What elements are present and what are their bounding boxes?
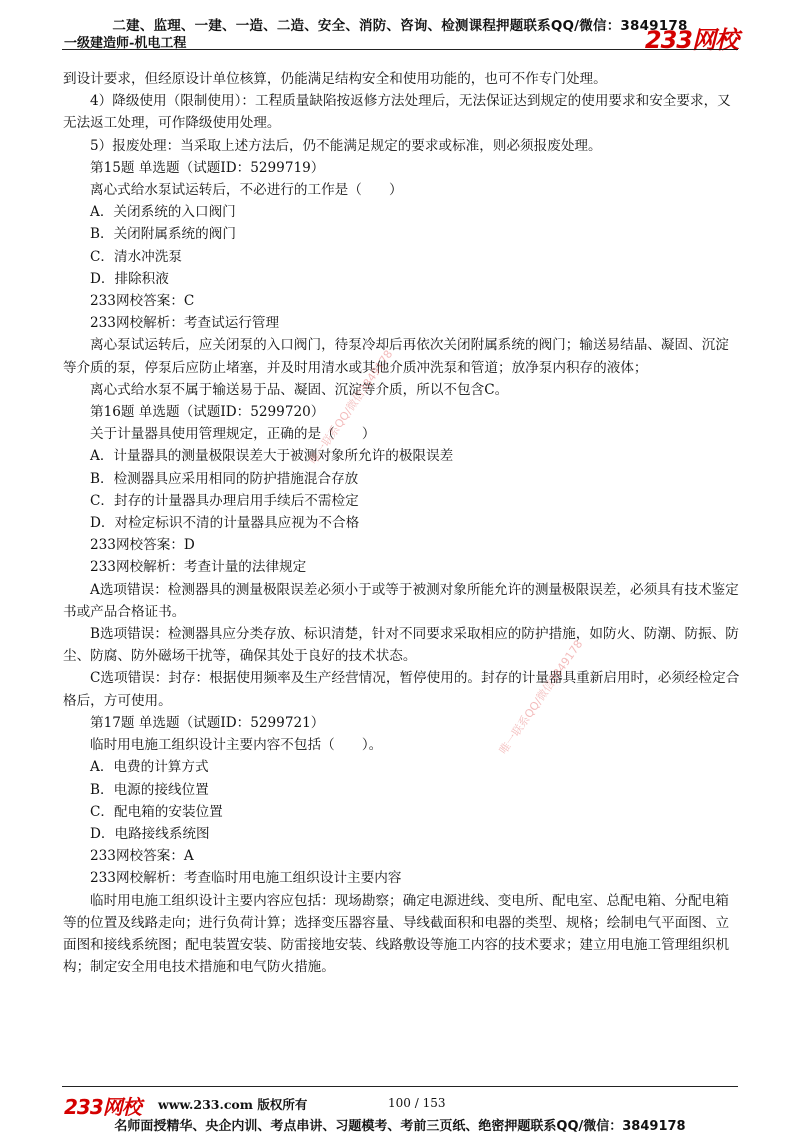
text-line: C．清水冲洗泵 bbox=[90, 248, 182, 265]
text-line: 离心式给水泵不属于输送易于品、凝固、沉淀等介质，所以不包含C。 bbox=[90, 381, 509, 398]
document-body bbox=[63, 68, 740, 978]
text-line: B．关闭附属系统的阀门 bbox=[90, 226, 236, 243]
text-line: B选项错误：检测器具应分类存放、标识清楚，针对不同要求采取相应的防护措施，如防火、防潮、防振、防尘、防腐、防外磁场干扰等，确保其处于良好的技术状态。 bbox=[63, 626, 739, 665]
text-line: 第16题 单选题（试题ID：5299720） bbox=[90, 404, 325, 421]
text-line: 离心泵试运转后，应关闭泵的入口阀门，待泵冷却后再依次关闭附属系统的阀门；输送易结晶、凝固、沉淀等介质的泵，停泵后应防止堵塞，并及时用清水或其他介质冲洗泵和管道；放净泵内积存的液体； bbox=[63, 337, 729, 376]
footer-divider bbox=[62, 1086, 738, 1087]
header-divider bbox=[62, 49, 738, 50]
watermark-1: 唯一联系QQ/微信3849178 bbox=[306, 347, 396, 467]
text-line: 第15题 单选题（试题ID：5299719） bbox=[90, 159, 325, 176]
header-logo: 233网校 bbox=[644, 26, 738, 54]
text-line: D．对检定标识不清的计量器具应视为不合格 bbox=[90, 515, 360, 532]
text-line: 233网校解析：考查临时用电施工组织设计主要内容 bbox=[90, 870, 402, 887]
footer-copyright: www.233.com 版权所有 bbox=[158, 1097, 308, 1112]
text-line: 233网校答案：C bbox=[90, 293, 195, 310]
header-banner: 二建、监理、一建、一造、二造、安全、消防、咨询、检测课程押题联系QQ/微信：3849178 bbox=[112, 18, 688, 34]
text-line: C．配电箱的安装位置 bbox=[90, 803, 223, 820]
text-line: D．排除积液 bbox=[90, 270, 169, 287]
text-line: 233网校解析：考查计量的法律规定 bbox=[90, 559, 307, 576]
text-line: 到设计要求，但经原设计单位核算，仍能满足结构安全和使用功能的，也可不作专门处理。 bbox=[63, 71, 607, 87]
text-line: 关于计量器具使用管理规定，正确的是（ ） bbox=[90, 426, 376, 443]
text-line: 第17题 单选题（试题ID：5299721） bbox=[90, 714, 325, 731]
text-line: B．电源的接线位置 bbox=[90, 781, 209, 798]
watermark-2: 唯一联系QQ/微信3849178 bbox=[496, 637, 586, 757]
text-line: A．电费的计算方式 bbox=[90, 759, 209, 776]
text-line: B．检测器具应采用相同的防护措施混合存放 bbox=[90, 470, 359, 487]
text-line: 233网校答案：D bbox=[90, 537, 195, 554]
text-line: 临时用电施工组织设计主要内容不包括（ ）。 bbox=[90, 737, 383, 754]
text-line: A．计量器具的测量极限误差大于被测对象所允许的极限误差 bbox=[90, 448, 454, 465]
text-line: 233网校解析：考查试运行管理 bbox=[90, 315, 280, 332]
text-line: C选项错误：封存：根据使用频率及生产经营情况，暂停使用的。封存的计量器具重新启用时，必须经检定合格后，方可使用。 bbox=[63, 670, 740, 709]
page-header bbox=[0, 0, 800, 60]
text-line: C．封存的计量器具办理启用手续后不需检定 bbox=[90, 492, 359, 509]
text-line: 5）报废处理：当采取上述方法后，仍不能满足规定的要求或标准，则必须报废处理。 bbox=[90, 137, 602, 154]
text-line: 4）降级使用（限制使用）：工程质量缺陷按返修方法处理后，无法保证达到规定的使用要求和安全要求，又无法返工处理，可作降级使用处理。 bbox=[63, 93, 731, 132]
text-line: A．关闭系统的入口阀门 bbox=[90, 204, 236, 221]
footer-banner: 名师面授精华、央企内训、考点串讲、习题模考、考前三页纸、绝密押题联系QQ/微信：3849178 bbox=[114, 1119, 686, 1134]
footer-logo: 233网校 bbox=[64, 1095, 141, 1119]
text-line: 离心式给水泵试运转后，不必进行的工作是（ ） bbox=[90, 182, 403, 199]
page-number: 100 / 153 bbox=[388, 1096, 446, 1110]
page-footer bbox=[0, 1082, 800, 1132]
text-line: A选项错误：检测器具的测量极限误差必须小于或等于被测对象所能允许的测量极限误差，必须具有技术鉴定书或产品合格证书。 bbox=[63, 581, 739, 620]
text-line: 233网校答案：A bbox=[90, 848, 194, 865]
header-subtitle: 一级建造师-机电工程 bbox=[64, 36, 187, 51]
text-line: D．电路接线系统图 bbox=[90, 825, 210, 842]
text-line: 临时用电施工组织设计主要内容应包括：现场勘察；确定电源进线、变电所、配电室、总配电箱、分配电箱等的位置及线路走向；进行负荷计算；选择变压器容量、导线截面积和电器的类型、规格；绘制电气平面图、立面图和接线系统图；配电装置安装、防雷接地安装、线路敷设等施工内容的技术要求；建立用电施工管理组织机构；制定安全用电技术措施和电气防火措施。 bbox=[63, 892, 730, 976]
